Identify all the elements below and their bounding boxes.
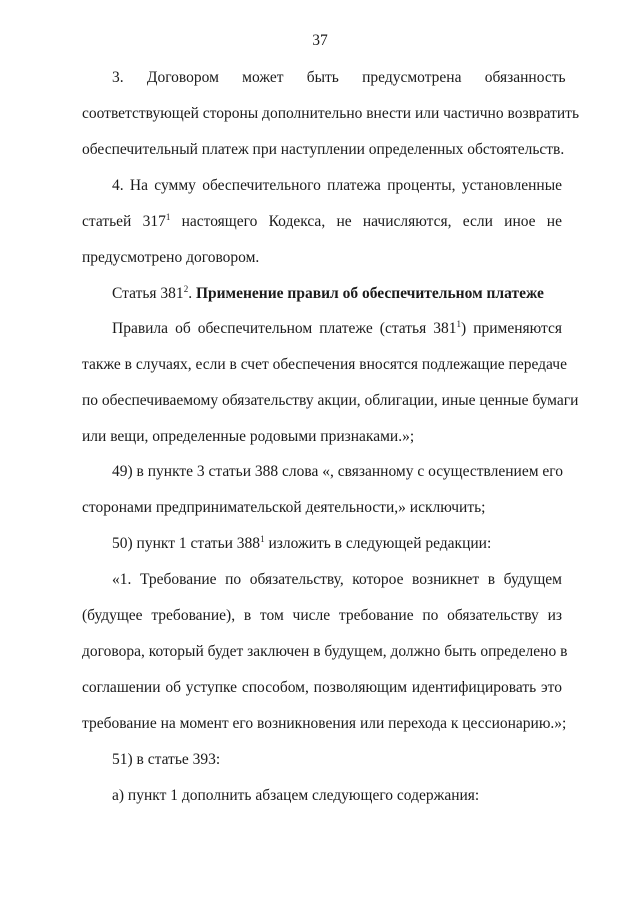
paragraph-line: статьей $317^1$ настоящего Кодекса, не начисляются, если иное не [82, 212, 562, 230]
paragraph-line: «1. Требование по обязательству, которое возникнет в будущем [112, 571, 562, 588]
paragraph-line: также в случаях, если в счет обеспечения вносятся подлежащие передаче [82, 356, 567, 373]
paragraph-line: соответствующей стороны дополнительно внести или частично возвратить [82, 105, 580, 122]
paragraph-line: договора, который будет заключен в будущем, должно быть определено в [82, 643, 568, 660]
paragraph-line: 3. Договором может быть предусмотрена обязанность [112, 69, 566, 86]
paragraph-line: а) пункт 1 дополнить абзацем следующего содержания: [112, 787, 480, 804]
paragraph-line: по обеспечиваемому обязательству акции, облигации, иные ценные бумаги [82, 392, 579, 409]
paragraph-line: соглашении об уступке способом, позволяющим идентифицировать это [82, 679, 562, 696]
article-heading: Статья $381^2$. Применение правил об обеспечительном платеже [112, 284, 544, 302]
paragraph-line: Правила об обеспечительном платеже (статья $381^1$) применяются [112, 319, 562, 337]
paragraph-line: сторонами предпринимательской деятельности,» исключить; [82, 499, 486, 516]
paragraph-line: обеспечительный платеж при наступлении определенных обстоятельств. [82, 141, 565, 158]
page-number: 37 [312, 32, 328, 49]
paragraph-line: предусмотрено договором. [82, 249, 260, 266]
paragraph-line: 50) пункт 1 статьи $388^1$ изложить в следующей редакции: [112, 534, 492, 552]
paragraph-line: 49) в пункте 3 статьи 388 слова «, связанному с осуществлением его [112, 463, 563, 480]
paragraph-line: или вещи, определенные родовыми признаками.»; [82, 428, 415, 445]
paragraph-line: требование на момент его возникновения или перехода к цессионарию.»; [82, 715, 567, 732]
paragraph-line: (будущее требование), в том числе требование по обязательству из [82, 607, 562, 624]
paragraph-line: 51) в статье 393: [112, 751, 221, 768]
paragraph-line: 4. На сумму обеспечительного платежа проценты, установленные [112, 177, 562, 194]
